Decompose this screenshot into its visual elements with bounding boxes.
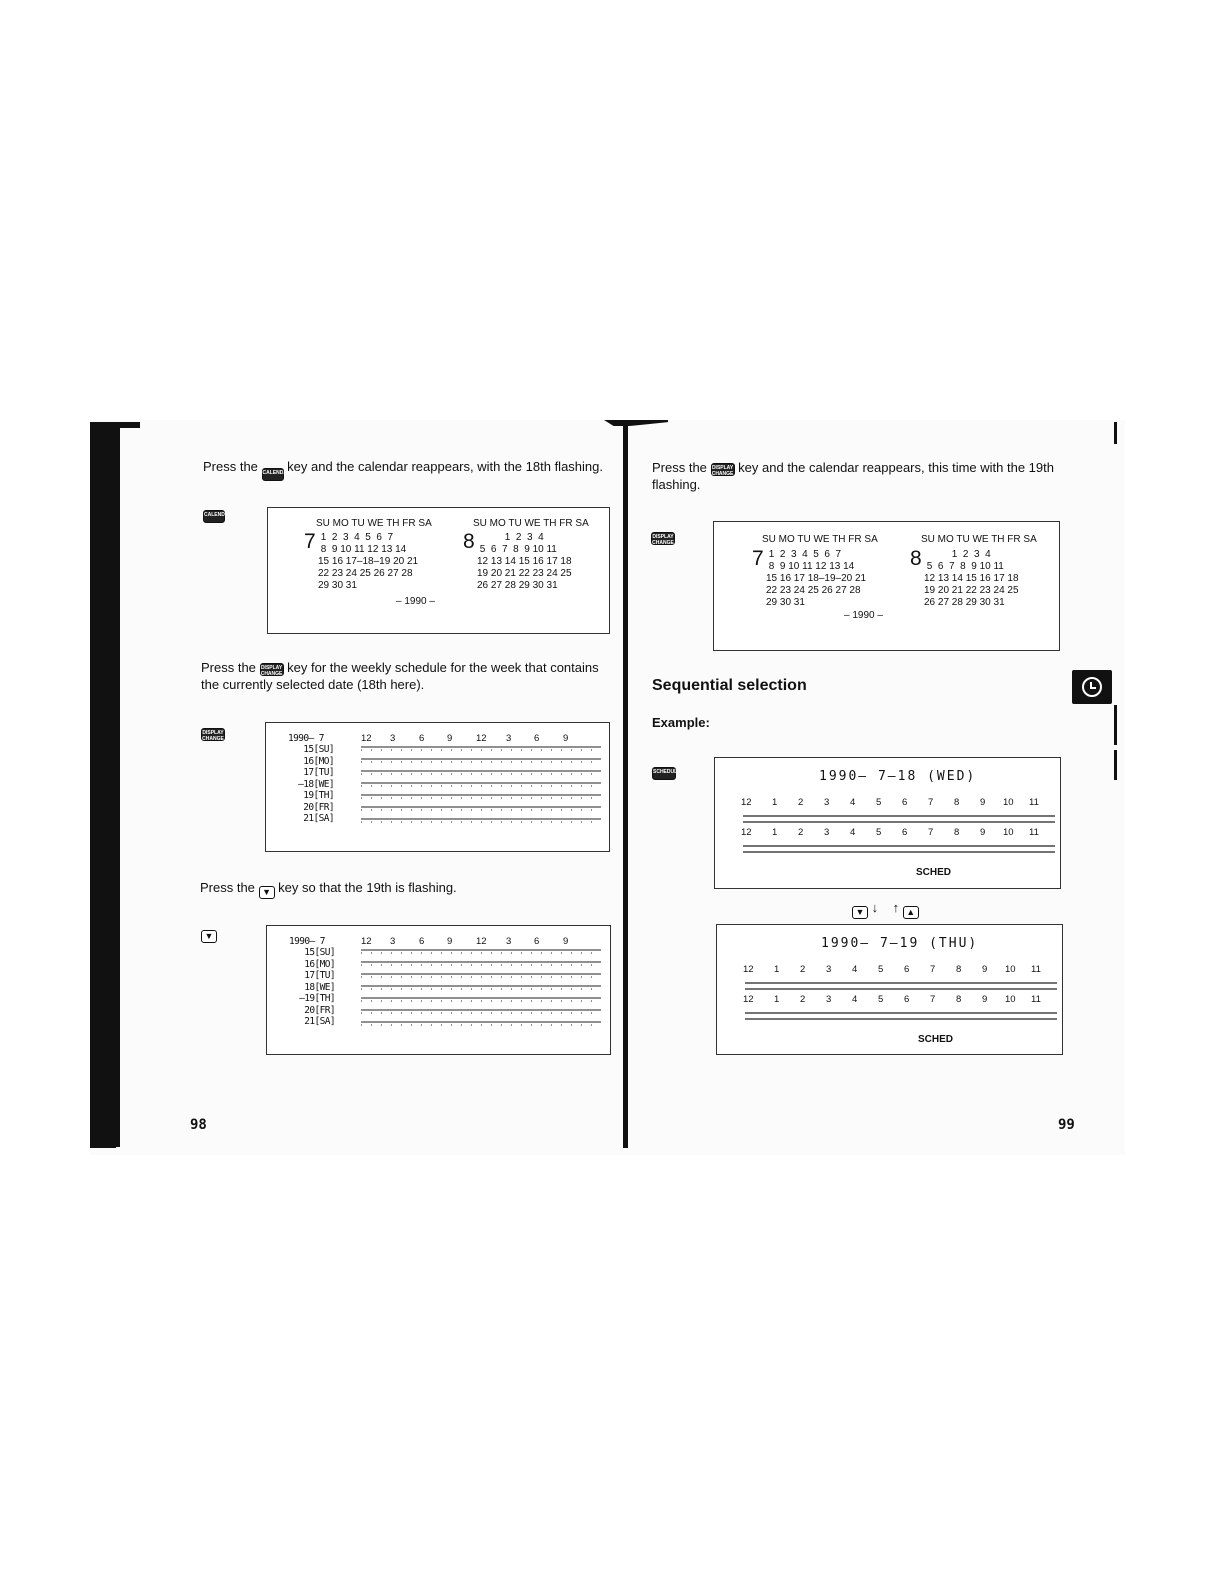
lcd-daily-schedule-display: 1990– 7–19 (THU) 12 1 2 3 4 5 6 7 8 9 10 11 12 1 2 3 4 5 6 7 8 9 10 11 SCHED: [716, 924, 1063, 1055]
sched-indicator: SCHED: [916, 867, 952, 878]
up-arrow-key-icon: ▲: [903, 906, 919, 919]
calendar-key-icon: CALENDAR: [262, 468, 284, 481]
right-edge-mark: [1114, 750, 1117, 780]
instruction-text: Press the CALENDAR key and the calendar reappears, with the 18th flashing.: [203, 458, 613, 481]
lcd-calendar-display: [267, 507, 610, 634]
calendar-july-grid: 1 2 3 4 5 6 7 8 9 10 11 12 13 14 15 16 17 18–19–20 21 22 23 24 25 26 27 28 29 30 31: [766, 549, 867, 608]
lcd-weekly-display: 1990– 7 15[SU] 16[MO] 17[TU] 18[WE] –19[TH] 20[FR] 21[SA] 12 3 6 9 12 3 6 9: [266, 925, 611, 1055]
weekly-day-list: 15[SU] 16[MO] 17[TU] 18[WE] –19[TH] 20[FR] 21[SA]: [299, 947, 335, 1027]
right-edge-mark: [1114, 422, 1117, 444]
calendar-year-label: – 1990 –: [844, 610, 883, 621]
weekly-title: 1990– 7: [288, 733, 324, 744]
lcd-calendar-display: [713, 521, 1060, 651]
down-arrow-key-icon: ▼: [259, 886, 275, 899]
schedule-timeline: [745, 975, 1060, 1025]
schedule-timeline: [743, 808, 1058, 858]
left-page-edge-foot: [90, 1140, 116, 1148]
calendar-month-number: 7: [752, 547, 764, 570]
left-page-edge: [90, 422, 120, 1147]
sched-indicator: SCHED: [918, 1034, 954, 1045]
weekly-timeline-grid: [361, 948, 601, 1032]
page-number: 98: [190, 1117, 207, 1133]
display-change-key-icon: DISPLAY CHANGE: [652, 534, 674, 546]
instruction-text: Press the DISPLAY CHANGE key and the calendar reappears, this time with the 19th flashing.: [652, 460, 1054, 492]
book-gutter: [623, 424, 628, 1148]
up-arrow-icon: ↑: [892, 900, 900, 915]
calendar-july-grid: 1 2 3 4 5 6 7 8 9 10 11 12 13 14 15 16 17–18–19 20 21 22 23 24 25 26 27 28 29 30 31: [318, 532, 419, 591]
schedule-date: 1990– 7–19 (THU): [821, 936, 979, 951]
section-heading: Sequential selection: [652, 677, 807, 694]
calendar-key-icon: CALENDAR: [203, 510, 225, 523]
down-arrow-key-icon: ▼: [852, 906, 868, 919]
display-change-key-icon: DISPLAY CHANGE: [202, 730, 224, 742]
weekly-title: 1990– 7: [289, 936, 325, 947]
instruction-text: Press the ▼ key so that the 19th is flashing.: [200, 880, 457, 897]
calendar-year-label: – 1990 –: [396, 596, 435, 607]
example-label: Example:: [652, 715, 710, 730]
calendar-day-header: SU MO TU WE TH FR SA: [921, 534, 1037, 545]
calendar-month-number: 8: [463, 530, 475, 553]
calendar-august-grid: 1 2 3 4 5 6 7 8 9 10 11 12 13 14 15 16 17 18 19 20 21 22 23 24 25 26 27 28 29 30 31: [924, 549, 1019, 608]
left-page-edge-notch: [118, 422, 140, 428]
calendar-august-grid: 1 2 3 4 5 6 7 8 9 10 11 12 13 14 15 16 17 18 19 20 21 22 23 24 25 26 27 28 29 30 31: [477, 532, 572, 591]
calendar-day-header: SU MO TU WE TH FR SA: [316, 518, 432, 529]
down-arrow-key-icon: ▼: [201, 930, 217, 943]
page-number: 99: [1058, 1117, 1075, 1133]
navigation-arrows: [852, 900, 919, 919]
calendar-month-number: 7: [304, 530, 316, 553]
clock-tab-icon: [1072, 670, 1112, 704]
right-edge-mark: [1114, 705, 1117, 745]
lcd-daily-schedule-display: 1990– 7–18 (WED) 12 1 2 3 4 5 6 7 8 9 10 11 12 1 2 3 4 5 6 7 8 9 10 11 SCHED: [714, 757, 1061, 889]
calendar-day-header: SU MO TU WE TH FR SA: [762, 534, 878, 545]
display-change-key-icon: DISPLAY CHANGE: [260, 665, 283, 677]
schedule-key-icon: SCHEDULE: [652, 767, 676, 780]
display-change-key-icon: DISPLAY CHANGE: [711, 465, 734, 477]
calendar-month-number: 8: [910, 547, 922, 570]
weekly-timeline-grid: [361, 745, 601, 829]
schedule-date: 1990– 7–18 (WED): [819, 769, 977, 784]
calendar-day-header: SU MO TU WE TH FR SA: [473, 518, 589, 529]
weekly-day-list: 15[SU] 16[MO] 17[TU] –18[WE] 19[TH] 20[FR] 21[SA]: [298, 744, 334, 824]
instruction-text: Press the DISPLAY CHANGE key for the weekly schedule for the week that contains the currently selected date (18th here).: [201, 660, 599, 692]
lcd-weekly-display: 1990– 7 15[SU] 16[MO] 17[TU] –18[WE] 19[TH] 20[FR] 21[SA] 12 3 6 9 12 3 6 9: [265, 722, 610, 852]
down-arrow-icon: ↓: [871, 900, 879, 915]
